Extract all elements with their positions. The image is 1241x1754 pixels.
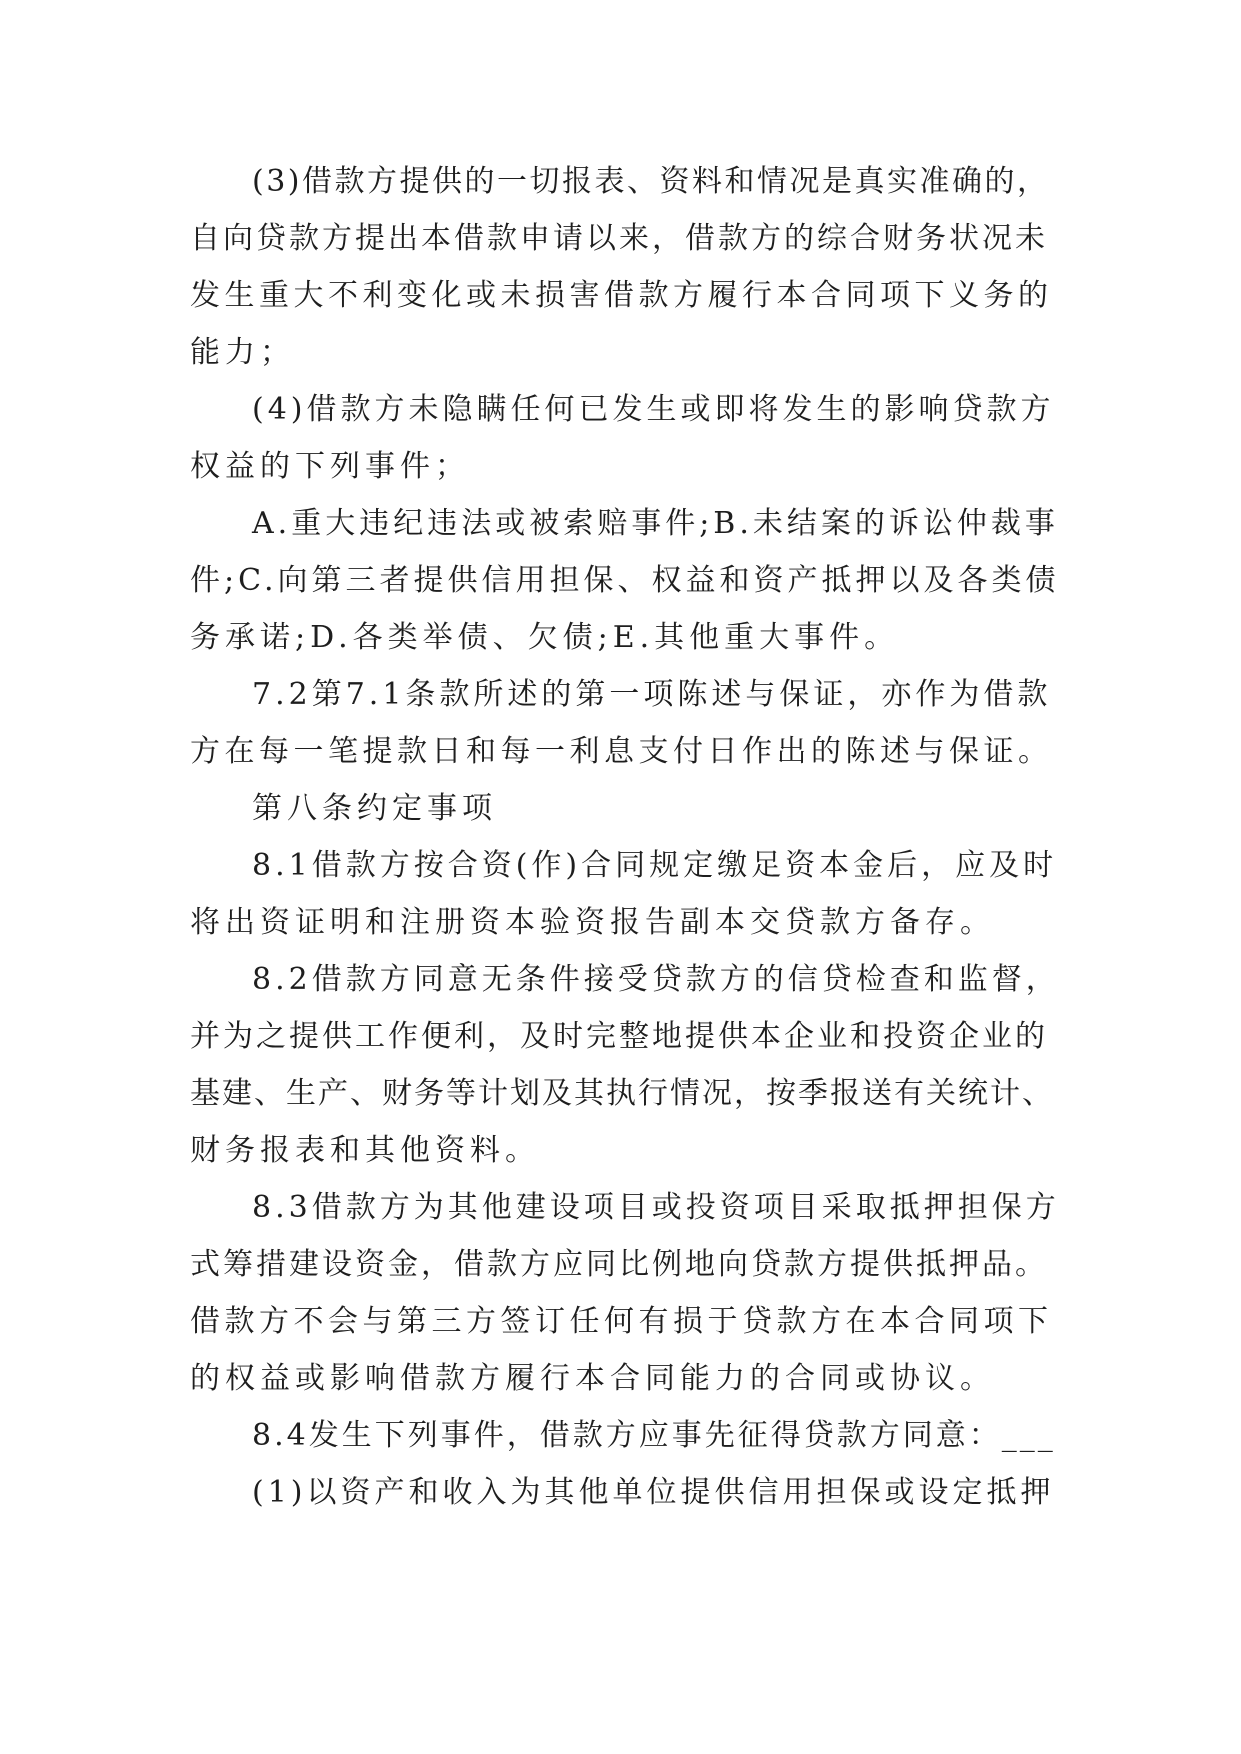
section-heading: 第八条约定事项 xyxy=(252,791,497,826)
text-line: 8.1借款方按合资(作)合同规定缴足资本金后，应及时 xyxy=(252,848,1058,883)
text-line: 8.2借款方同意无条件接受贷款方的信贷检查和监督， xyxy=(252,962,1060,997)
text-line: 能力； xyxy=(190,335,295,370)
text-line: 并为之提供工作便利，及时完整地提供本企业和投资企业的 xyxy=(190,1019,1048,1054)
text-line: (4)借款方未隐瞒任何已发生或即将发生的影响贷款方 xyxy=(252,392,1055,427)
text-line: 件;C.向第三者提供信用担保、权益和资产抵押以及各类债 xyxy=(190,563,1060,598)
text-line: 自向贷款方提出本借款申请以来，借款方的综合财务状况未 xyxy=(190,221,1048,256)
text-line: 式筹措建设资金，借款方应同比例地向贷款方提供抵押品。 xyxy=(190,1247,1048,1282)
text-line: 8.3借款方为其他建设项目或投资项目采取抵押担保方 xyxy=(252,1190,1060,1225)
text-line: 权益的下列事件； xyxy=(190,449,470,484)
text-line: 的权益或影响借款方履行本合同能力的合同或协议。 xyxy=(190,1361,995,1396)
text-line: 借款方不会与第三方签订任何有损于贷款方在本合同项下 xyxy=(190,1304,1053,1339)
text-line: 8.4发生下列事件，借款方应事先征得贷款方同意：___ xyxy=(252,1418,1056,1453)
text-line: (3)借款方提供的一切报表、资料和情况是真实准确的， xyxy=(252,164,1050,199)
text-line: 务承诺;D.各类举债、欠债;E.其他重大事件。 xyxy=(190,620,900,655)
text-line: 方在每一笔提款日和每一利息支付日作出的陈述与保证。 xyxy=(190,734,1053,769)
text-line: 7.2第7.1条款所述的第一项陈述与保证，亦作为借款 xyxy=(252,677,1052,712)
text-line: A.重大违纪违法或被索赔事件;B.未结案的诉讼仲裁事 xyxy=(252,506,1059,541)
text-line: 将出资证明和注册资本验资报告副本交贷款方备存。 xyxy=(190,905,995,940)
text-line: 发生重大不利变化或未损害借款方履行本合同项下义务的 xyxy=(190,278,1053,313)
text-line: (1)以资产和收入为其他单位提供信用担保或设定抵押 xyxy=(252,1475,1055,1510)
text-line: 基建、生产、财务等计划及其执行情况，按季报送有关统计、 xyxy=(190,1076,1054,1111)
text-line: 财务报表和其他资料。 xyxy=(190,1133,540,1168)
